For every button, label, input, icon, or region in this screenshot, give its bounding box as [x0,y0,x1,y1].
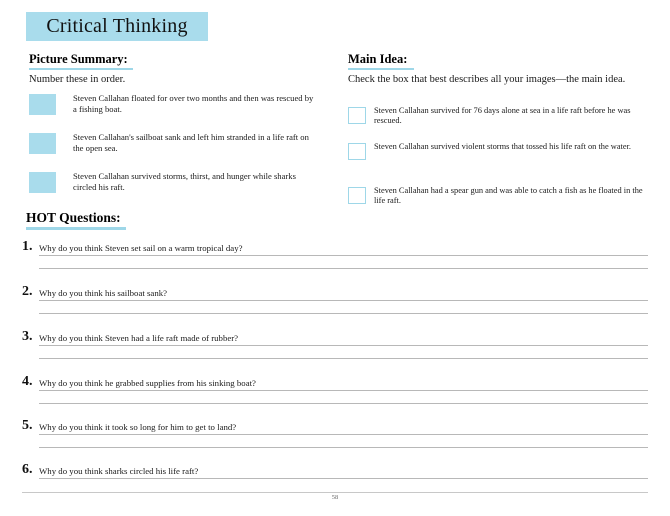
question-number: 3. [22,329,33,344]
picture-summary-heading-label: Picture Summary: [29,52,128,66]
main-idea-heading [348,52,407,67]
order-number-box[interactable] [29,94,56,115]
question-answer-line-2[interactable] [39,313,648,314]
checkbox-icon[interactable] [348,107,366,124]
heading-underline [348,68,414,70]
question-number: 2. [22,284,33,299]
question-answer-line-1[interactable] [39,332,648,346]
question-number: 5. [22,418,33,433]
main-idea-option-text: Steven Callahan survived violent storms that tossed his life raft on the water. [374,142,632,151]
question-text: Why do you think Steven set sail on a warm tropical day? [39,243,243,253]
hot-questions-heading-label: HOT Questions: [26,210,121,225]
heading-underline [29,68,133,70]
main-idea-option-text: Steven Callahan survived for 76 days alone at sea in a life raft before he was rescued. [374,106,631,126]
question-answer-line-2[interactable] [39,268,648,269]
page-title-banner [26,12,208,41]
main-idea-heading-label: Main Idea: [348,52,408,66]
question-number: 1. [22,239,33,254]
checkbox-icon[interactable] [348,187,366,204]
order-number-box[interactable] [29,172,56,193]
question-text: Why do you think his sailboat sank? [39,288,168,298]
question-text: Why do you think sharks circled his life raft? [39,466,199,476]
question-answer-line-1[interactable] [39,421,648,435]
question-text: Why do you think it took so long for him to get to land? [39,422,237,432]
question-answer-line-1[interactable] [39,465,648,479]
question-answer-line-2[interactable] [39,447,648,448]
question-number: 4. [22,374,33,389]
question-answer-line-1[interactable] [39,242,648,256]
heading-underline [26,227,126,230]
order-number-box[interactable] [29,133,56,154]
main-idea-instruction: Check the box that best describes all your images—the main idea. [348,74,626,85]
hot-questions-heading [26,210,121,226]
question-answer-line-2[interactable] [39,403,648,404]
question-text: Why do you think he grabbed supplies from his sinking boat? [39,378,256,388]
checkbox-icon[interactable] [348,143,366,160]
picture-summary-item-text: Steven Callahan survived storms, thirst, and hunger while sharks circled his raft. [73,171,296,192]
page-title: Critical Thinking [46,15,188,37]
picture-summary-item-text: Steven Callahan's sailboat sank and left him stranded in a life raft on the open sea. [73,132,309,153]
footer-divider [22,492,648,493]
page-number: 58 [331,494,339,501]
question-text: Why do you think Steven had a life raft made of rubber? [39,333,239,343]
question-answer-line-2[interactable] [39,358,648,359]
question-answer-line-1[interactable] [39,287,648,301]
question-number: 6. [22,462,33,477]
main-idea-option-text: Steven Callahan had a spear gun and was able to catch a fish as he floated in the life raft. [374,186,643,206]
question-answer-line-1[interactable] [39,377,648,391]
picture-summary-instruction: Number these in order. [29,74,126,85]
picture-summary-heading [29,52,128,67]
picture-summary-item-text: Steven Callahan floated for over two months and then was rescued by a fishing boat. [73,93,314,114]
